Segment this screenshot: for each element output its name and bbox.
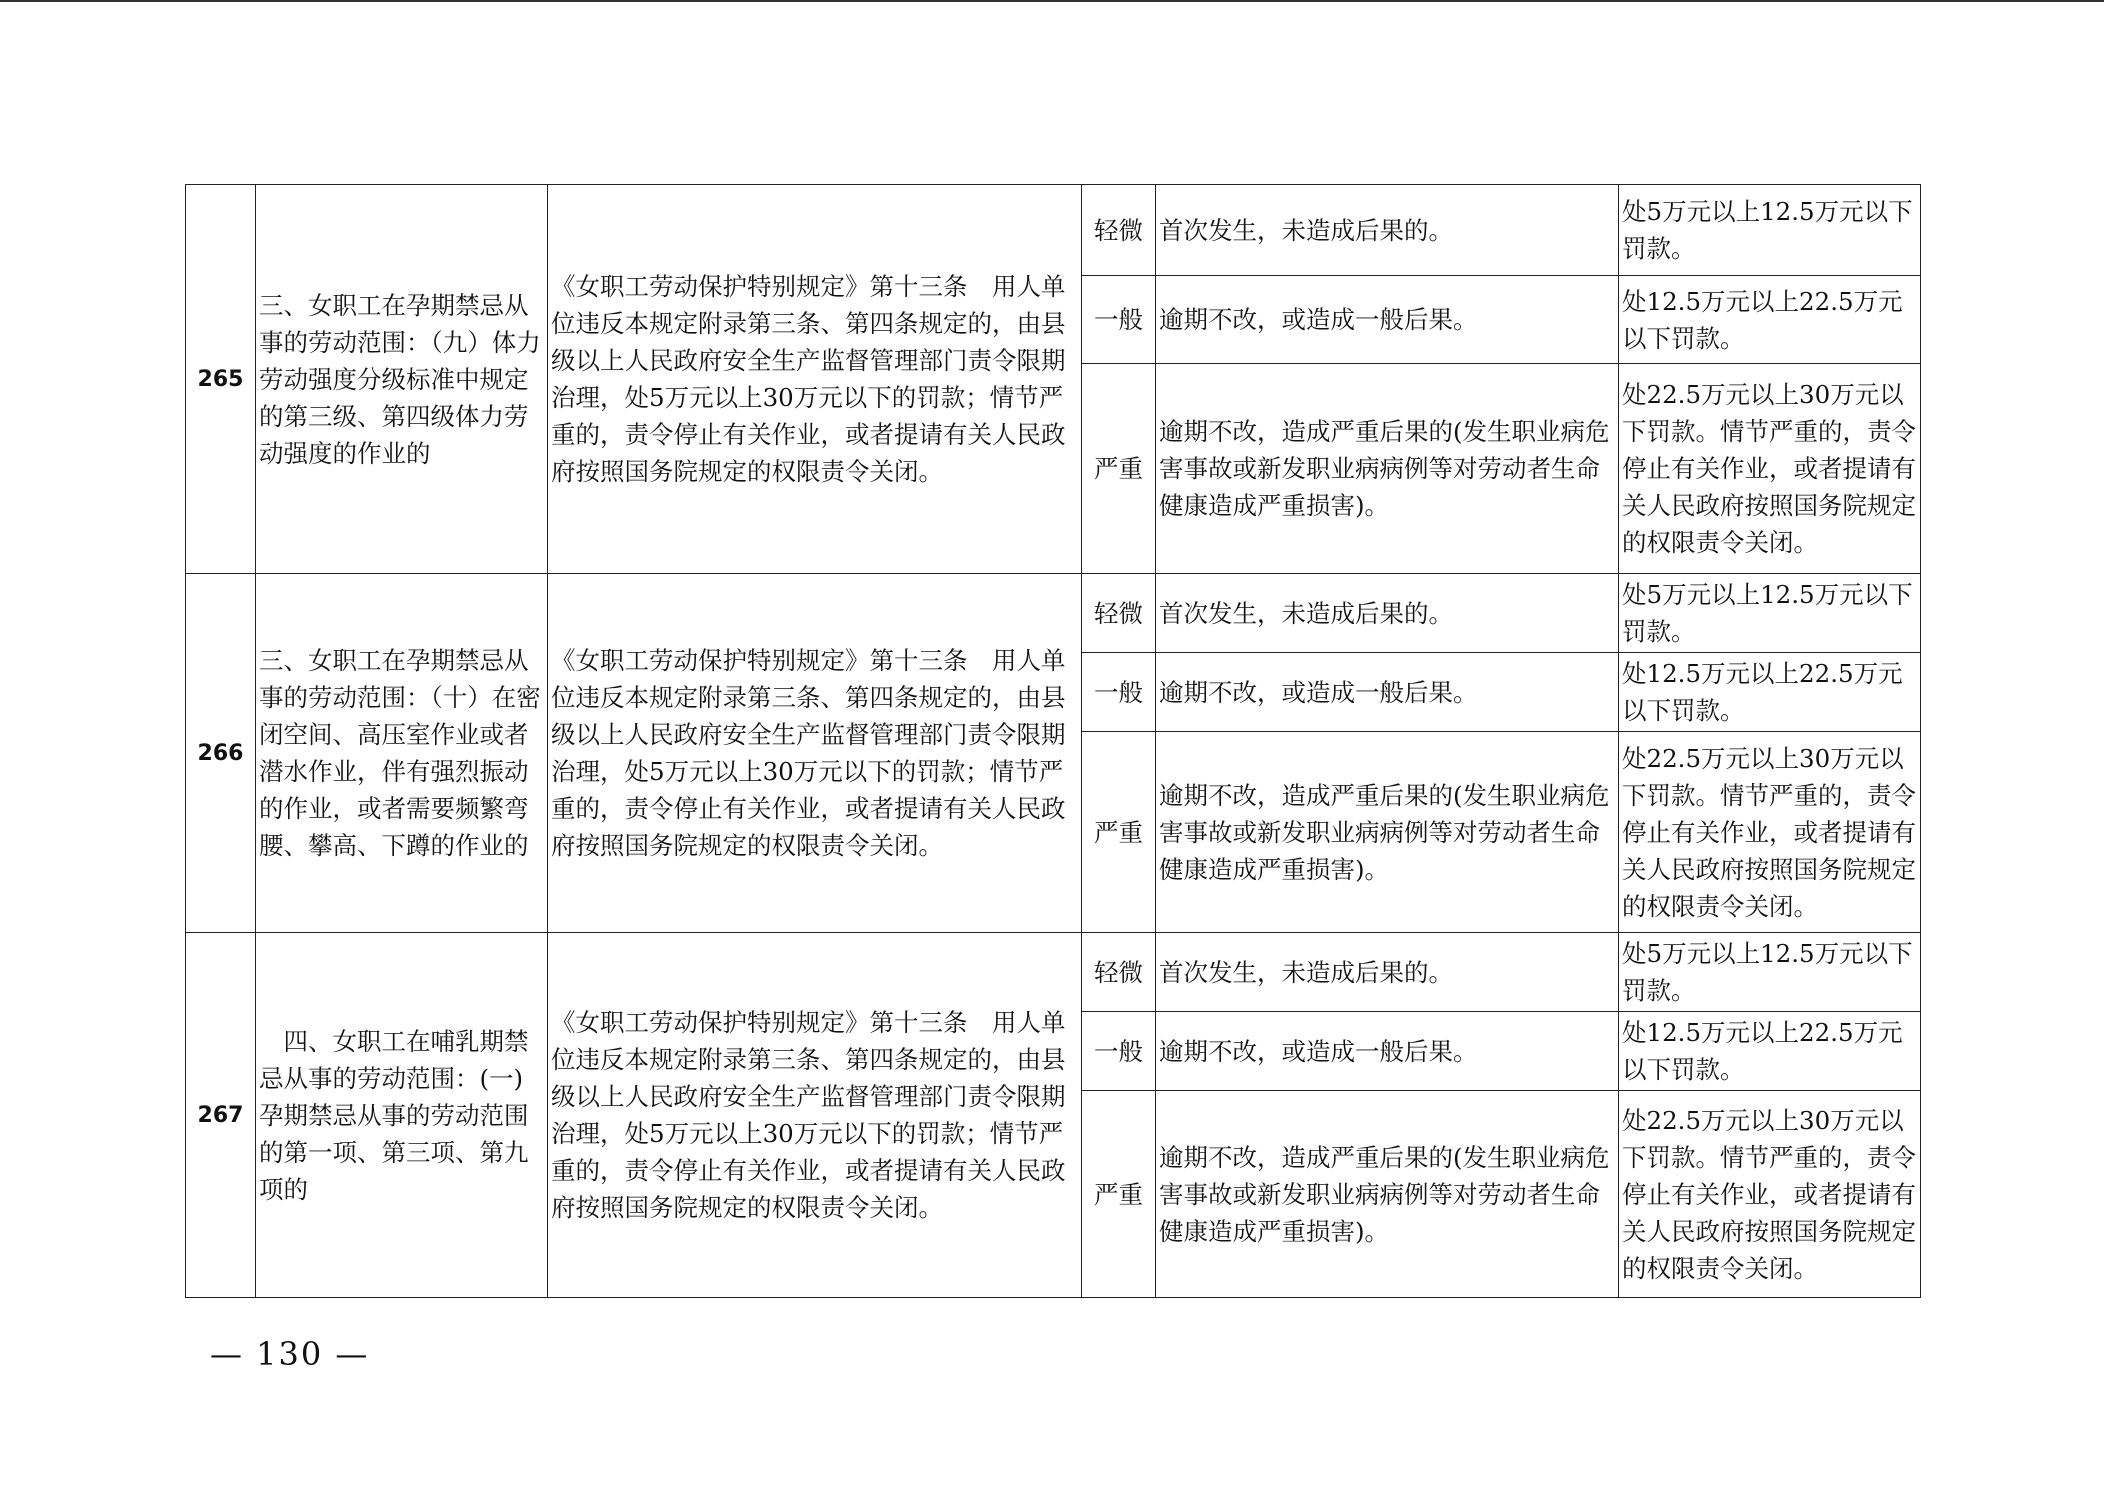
circumstance: 逾期不改，或造成一般后果。 — [1156, 1012, 1619, 1091]
severity-level: 严重 — [1082, 1091, 1156, 1298]
circumstance: 逾期不改，造成严重后果的(发生职业病危害事故或新发职业病病例等对劳动者生命健康造成严重损害)。 — [1156, 1091, 1619, 1298]
circumstance: 首次发生，未造成后果的。 — [1156, 574, 1619, 653]
severity-level: 一般 — [1082, 276, 1156, 364]
table-row — [186, 933, 1921, 1012]
row-number: 267 — [186, 933, 256, 1298]
violation-item: 三、女职工在孕期禁忌从事的劳动范围：（十）在密闭空间、高压室作业或者潜水作业，伴有强烈振动的作业，或者需要频繁弯腰、攀高、下蹲的作业的 — [256, 574, 548, 933]
severity-level: 一般 — [1082, 653, 1156, 732]
violation-item: 四、女职工在哺乳期禁忌从事的劳动范围：(一)孕期禁忌从事的劳动范围的第一项、第三项、第九项的 — [256, 933, 548, 1298]
penalty-discretion-table — [185, 184, 1921, 1298]
table-row — [186, 185, 1921, 276]
penalty-standard: 处5万元以上12.5万元以下罚款。 — [1619, 933, 1921, 1012]
penalty-standard: 处22.5万元以上30万元以下罚款。情节严重的，责令停止有关作业，或者提请有关人民政府按照国务院规定的权限责令关闭。 — [1619, 364, 1921, 574]
circumstance: 逾期不改，或造成一般后果。 — [1156, 276, 1619, 364]
penalty-standard: 处12.5万元以上22.5万元以下罚款。 — [1619, 276, 1921, 364]
row-number: 266 — [186, 574, 256, 933]
severity-level: 轻微 — [1082, 185, 1156, 276]
penalty-standard: 处5万元以上12.5万元以下罚款。 — [1619, 574, 1921, 653]
severity-level: 严重 — [1082, 364, 1156, 574]
circumstance: 逾期不改，或造成一般后果。 — [1156, 653, 1619, 732]
top-border-line — [0, 0, 2104, 2]
penalty-standard: 处22.5万元以上30万元以下罚款。情节严重的，责令停止有关作业，或者提请有关人民政府按照国务院规定的权限责令关闭。 — [1619, 1091, 1921, 1298]
violation-item: 三、女职工在孕期禁忌从事的劳动范围：（九）体力劳动强度分级标准中规定的第三级、第四级体力劳动强度的作业的 — [256, 185, 548, 574]
severity-level: 一般 — [1082, 1012, 1156, 1091]
row-number: 265 — [186, 185, 256, 574]
legal-basis: 《女职工劳动保护特别规定》第十三条 用人单位违反本规定附录第三条、第四条规定的，由县级以上人民政府安全生产监督管理部门责令限期治理，处5万元以上30万元以下的罚款；情节严重的，责令停止有关作业，或者提请有关人民政府按照国务院规定的权限责令关闭。 — [548, 185, 1082, 574]
circumstance: 首次发生，未造成后果的。 — [1156, 185, 1619, 276]
penalty-standard: 处22.5万元以上30万元以下罚款。情节严重的，责令停止有关作业，或者提请有关人民政府按照国务院规定的权限责令关闭。 — [1619, 732, 1921, 933]
severity-level: 严重 — [1082, 732, 1156, 933]
table-row — [186, 574, 1921, 653]
penalty-standard: 处12.5万元以上22.5万元以下罚款。 — [1619, 1012, 1921, 1091]
penalty-standard: 处5万元以上12.5万元以下罚款。 — [1619, 185, 1921, 276]
severity-level: 轻微 — [1082, 574, 1156, 653]
circumstance: 首次发生，未造成后果的。 — [1156, 933, 1619, 1012]
severity-level: 轻微 — [1082, 933, 1156, 1012]
legal-basis: 《女职工劳动保护特别规定》第十三条 用人单位违反本规定附录第三条、第四条规定的，由县级以上人民政府安全生产监督管理部门责令限期治理，处5万元以上30万元以下的罚款；情节严重的，责令停止有关作业，或者提请有关人民政府按照国务院规定的权限责令关闭。 — [548, 574, 1082, 933]
page-number: — 130 — — [210, 1335, 370, 1373]
circumstance: 逾期不改，造成严重后果的(发生职业病危害事故或新发职业病病例等对劳动者生命健康造成严重损害)。 — [1156, 732, 1619, 933]
circumstance: 逾期不改，造成严重后果的(发生职业病危害事故或新发职业病病例等对劳动者生命健康造成严重损害)。 — [1156, 364, 1619, 574]
legal-basis: 《女职工劳动保护特别规定》第十三条 用人单位违反本规定附录第三条、第四条规定的，由县级以上人民政府安全生产监督管理部门责令限期治理，处5万元以上30万元以下的罚款；情节严重的，责令停止有关作业，或者提请有关人民政府按照国务院规定的权限责令关闭。 — [548, 933, 1082, 1298]
penalty-standard: 处12.5万元以上22.5万元以下罚款。 — [1619, 653, 1921, 732]
